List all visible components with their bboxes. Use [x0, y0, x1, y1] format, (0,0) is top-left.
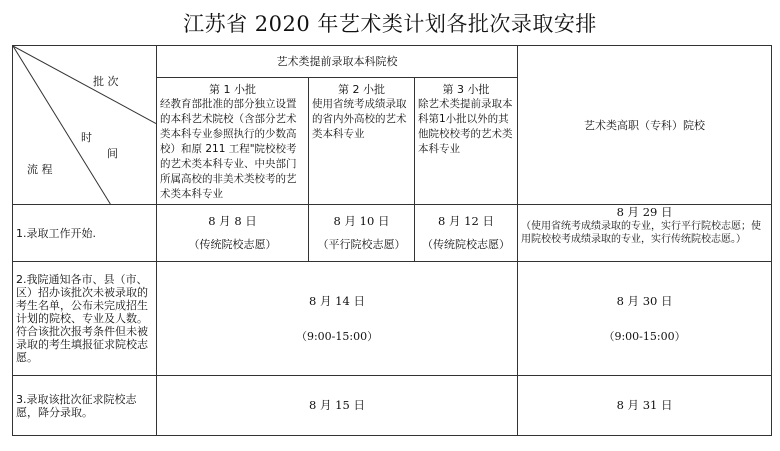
step-1-batch-3-date: 8 月 12 日	[438, 214, 494, 228]
batch-1-name: 第 1 小批	[209, 83, 256, 96]
batch-2-name: 第 2 小批	[338, 83, 385, 96]
batch-1-desc: 经教育部批准的部分独立设置的本科艺术院校（含部分艺术类本科专业参照执行的少数高校）和原 211 工程"院校校考的艺术类本科专业、中央部门所属高校的非美术类校考的艺术类本科专业	[160, 98, 297, 200]
step-1-batch-1-date: 8 月 8 日	[208, 214, 257, 228]
step-1: 1.录取工作开始.	[13, 205, 157, 262]
batch-3-name: 第 3 小批	[442, 83, 490, 96]
batch-2-cell	[309, 78, 415, 205]
step-2-advance	[157, 262, 518, 376]
schedule-table	[12, 45, 772, 436]
diagonal-lines	[13, 46, 156, 204]
step-1-batch-3-note: （传统院校志愿）	[422, 238, 511, 251]
step-1-vocational-date: 8 月 29 日	[616, 205, 673, 219]
batch-3-cell	[415, 78, 518, 205]
step-1-batch-1	[157, 205, 309, 262]
step-1-vocational	[518, 205, 772, 262]
corner-label-time2: 间	[107, 147, 118, 160]
header-vocational: 艺术类高职（专科）院校	[518, 46, 772, 205]
batch-2-desc: 使用省统考成绩录取的省内外高校的艺术类本科专业	[312, 98, 407, 140]
corner-label-time: 时	[81, 131, 92, 144]
batch-1-cell	[157, 78, 309, 205]
step-3: 3.录取该批次征求院校志愿，降分录取。	[13, 376, 157, 436]
step-2: 2.我院通知各市、县（市、区）招办该批次未被录取的考生名单，公布未完成招生计划的院校、专业及人数。符合该批次报考条件但未被录取的考生填报征求院校志愿。	[13, 262, 157, 376]
step-1-batch-3	[415, 205, 518, 262]
corner-header-cell	[13, 46, 157, 205]
step-2-vocational	[518, 262, 772, 376]
step-1-batch-1-note: （传统院校志愿）	[188, 238, 277, 251]
step-1-vocational-note: （使用省统考成绩录取的专业，实行平行院校志愿；使用院校校考成绩录取的专业，实行传统院校志愿。）	[521, 221, 762, 245]
step-2-vocational-date: 8 月 30 日	[616, 293, 673, 308]
corner-label-process: 流 程	[27, 163, 53, 176]
step-2-vocational-time: （9:00-15:00）	[603, 329, 686, 343]
batch-3-desc: 除艺术类提前录取本科第1小批以外的其他院校校考的艺术类本科专业	[418, 98, 513, 155]
page-title: 江苏省 2020 年艺术类计划各批次录取安排	[183, 12, 597, 36]
step-3-vocational	[518, 376, 772, 436]
step-1-batch-2	[309, 205, 415, 262]
step-3-vocational-date: 8 月 31 日	[616, 398, 673, 412]
corner-label-batch: 批 次	[93, 75, 119, 88]
step-3-advance-date: 8 月 15 日	[309, 398, 365, 412]
step-1-batch-2-date: 8 月 10 日	[333, 214, 390, 228]
step-3-advance	[157, 376, 518, 436]
step-2-advance-time: （9:00-15:00）	[295, 329, 379, 343]
step-2-advance-date: 8 月 14 日	[309, 293, 365, 308]
header-advance: 艺术类提前录取本科院校	[157, 46, 518, 78]
step-1-batch-2-note: （平行院校志愿）	[317, 238, 406, 251]
